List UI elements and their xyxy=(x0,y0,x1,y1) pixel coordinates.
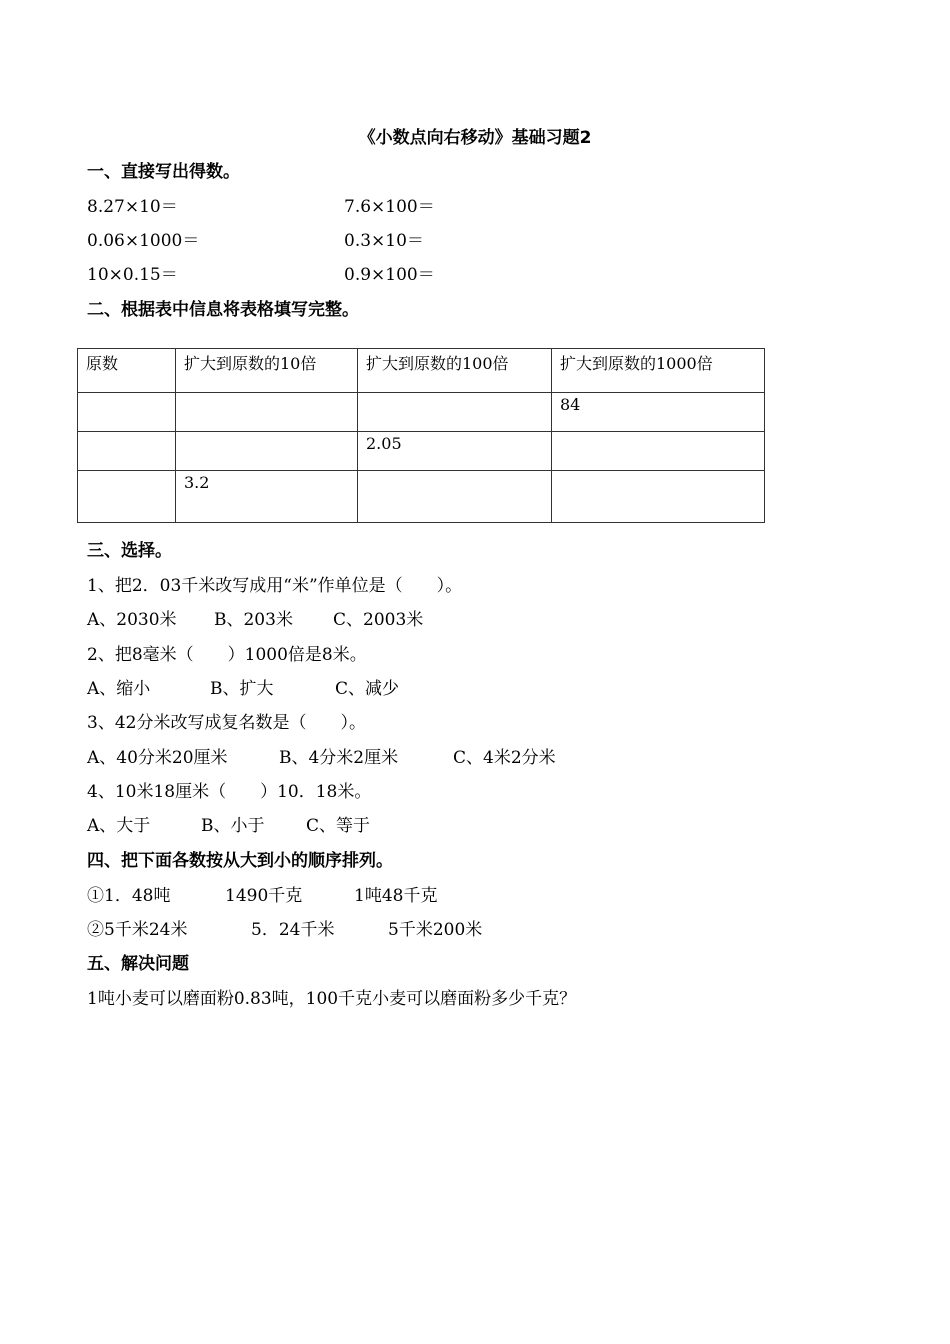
calc-1b: 7.6×100＝ xyxy=(344,197,435,217)
table-cell: 3.2 xyxy=(176,471,358,523)
order-1b: 1490千克 xyxy=(225,886,303,906)
q3-option-c: C、4米2分米 xyxy=(453,748,556,768)
q1-option-c: C、2003米 xyxy=(333,610,424,630)
q2-option-a: A、缩小 xyxy=(87,679,151,699)
table-cell xyxy=(78,471,176,523)
table-row xyxy=(78,432,765,471)
calc-2a: 0.06×1000＝ xyxy=(87,231,200,251)
table-cell: 84 xyxy=(552,393,765,432)
q2-option-c: C、减少 xyxy=(335,679,400,699)
calc-1a: 8.27×10＝ xyxy=(87,197,178,217)
calc-3a: 10×0.15＝ xyxy=(87,265,178,285)
q4-option-c: C、等于 xyxy=(306,816,371,836)
q4-option-a: A、大于 xyxy=(87,816,151,836)
question-3: 3、42分米改写成复名数是（ ）。 xyxy=(87,713,366,733)
q1-option-a: A、2030米 xyxy=(87,610,177,630)
table-cell xyxy=(552,471,765,523)
problem-text: 1吨小麦可以磨面粉0.83吨，100千克小麦可以磨面粉多少千克？ xyxy=(87,989,577,1009)
table-cell xyxy=(358,471,552,523)
section-2-heading: 二、根据表中信息将表格填写完整。 xyxy=(87,300,359,320)
table-header-cell: 扩大到原数的100倍 xyxy=(358,349,552,393)
section-1-heading: 一、直接写出得数。 xyxy=(87,162,240,182)
table-cell xyxy=(78,432,176,471)
section-4-heading: 四、把下面各数按从大到小的顺序排列。 xyxy=(87,851,393,871)
question-4: 4、10米18厘米（ ）10．18米。 xyxy=(87,782,372,802)
section-5-heading: 五、解决问题 xyxy=(87,954,189,974)
table-header-cell: 扩大到原数的10倍 xyxy=(176,349,358,393)
calc-3b: 0.9×100＝ xyxy=(344,265,435,285)
table-row xyxy=(78,393,765,432)
table-cell xyxy=(358,393,552,432)
q3-option-b: B、4分米2厘米 xyxy=(279,748,399,768)
table-cell: 2.05 xyxy=(358,432,552,471)
table-cell xyxy=(176,393,358,432)
table-header-row xyxy=(78,349,765,393)
order-2b: 5．24千米 xyxy=(251,920,335,940)
order-2a: ②5千米24米 xyxy=(87,920,188,940)
table-row xyxy=(78,471,765,523)
section-3-heading: 三、选择。 xyxy=(87,541,172,561)
q4-option-b: B、小于 xyxy=(201,816,265,836)
order-2c: 5千米200米 xyxy=(388,920,483,940)
table-cell xyxy=(176,432,358,471)
order-1a: ①1．48吨 xyxy=(87,886,171,906)
table-header-cell: 扩大到原数的1000倍 xyxy=(552,349,765,393)
question-2: 2、把8毫米（ ）1000倍是8米。 xyxy=(87,645,367,665)
q2-option-b: B、扩大 xyxy=(210,679,274,699)
page-title: 《小数点向右移动》基础习题2 xyxy=(358,128,592,148)
calc-2b: 0.3×10＝ xyxy=(344,231,424,251)
question-1: 1、把2．03千米改写成用“米”作单位是（ ）。 xyxy=(87,576,463,596)
q3-option-a: A、40分米20厘米 xyxy=(87,748,228,768)
table-cell xyxy=(78,393,176,432)
fill-table xyxy=(77,348,765,523)
order-1c: 1吨48千克 xyxy=(354,886,438,906)
q1-option-b: B、203米 xyxy=(214,610,293,630)
table-cell xyxy=(552,432,765,471)
table-header-cell: 原数 xyxy=(78,349,176,393)
